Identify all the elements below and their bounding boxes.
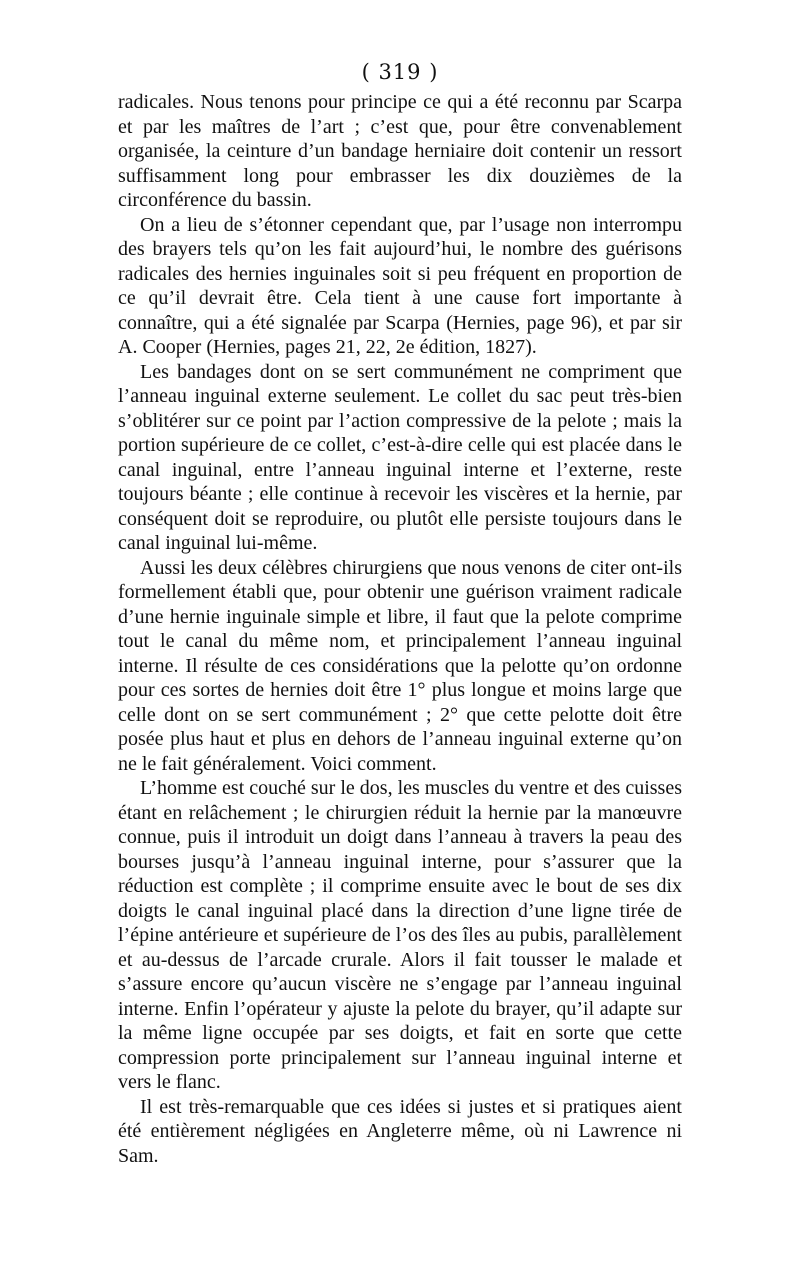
paragraph-4: Aussi les deux célèbres chirurgiens que nous venons de citer ont-ils formellement établi que, pour obtenir une guérison vraiment radicale d’une hernie inguinale simple et libre, il faut que la pelote comprime tout le canal du même nom, et principalement l’anneau inguinal interne. Il résulte de ces considérations que la pelotte qu’on ordonne pour ces sortes de hernies doit être 1° plus longue et moins large que celle dont on se sert communément ; 2° que cette pelotte doit être posée plus haut et plus en dehors de l’anneau inguinal externe qu’on ne le fait généralement. Voici comment. [118, 556, 682, 775]
paragraph-3: Les bandages dont on se sert communément ne compriment que l’anneau inguinal externe seulement. Le collet du sac peut très-bien s’oblitérer sur ce point par l’action compressive de la pelote ; mais la portion supérieure de ce collet, c’est-à-dire celle qui est placée dans le canal inguinal, entre l’anneau inguinal interne et l’externe, reste toujours béante ; elle continue à recevoir les viscères et la hernie, par conséquent doit se reproduire, ou plutôt elle persiste toujours dans le canal inguinal lui-même. [118, 360, 682, 554]
paragraph-5: L’homme est couché sur le dos, les muscles du ventre et des cuisses étant en relâchement ; le chirurgien réduit la hernie par la manœuvre connue, puis il introduit un doigt dans l’anneau à travers la peau des bourses jusqu’à l’anneau inguinal interne, pour s’assurer que la réduction est complète ; il comprime ensuite avec le bout de ses dix doigts le canal inguinal placé dans la direction d’une ligne tirée de l’épine antérieure et supérieure de l’os des îles au pubis, parallèlement et au-dessus de l’arcade crurale. Alors il fait tousser le malade et s’assure encore qu’aucun viscère ne s’engage par l’anneau inguinal interne. Enfin l’opérateur y ajuste la pelote du brayer, qu’il adapte sur la même ligne occupée par ses doigts, et fait en sorte que cette compression porte principalement sur l’anneau inguinal interne et vers le flanc. [118, 777, 682, 1093]
body-text [118, 90, 682, 1168]
paragraph-6: Il est très-remarquable que ces idées si justes et si pratiques aient été entièrement négligées en Angleterre même, où ni Lawrence ni Sam. [118, 1095, 682, 1167]
paragraph-2: On a lieu de s’étonner cependant que, par l’usage non interrompu des brayers tels qu’on les fait aujourd’hui, le nombre des guérisons radicales des hernies inguinales soit si peu fréquent en proportion de ce qu’il devrait être. Cela tient à une cause fort importante à connaître, qui a été signalée par Scarpa (Hernies, page 96), et par sir A. Cooper (Hernies, pages 21, 22, 2e édition, 1827). [118, 213, 682, 358]
paragraph-1: radicales. Nous tenons pour principe ce qui a été reconnu par Scarpa et par les maîtres de l’art ; c’est que, pour être convenablement organisée, la ceinture d’un bandage herniaire doit contenir un ressort suffisamment long pour embrasser les dix douzièmes de la circonférence du bassin. [118, 91, 682, 211]
page-number: ( 319 ) [361, 60, 439, 84]
